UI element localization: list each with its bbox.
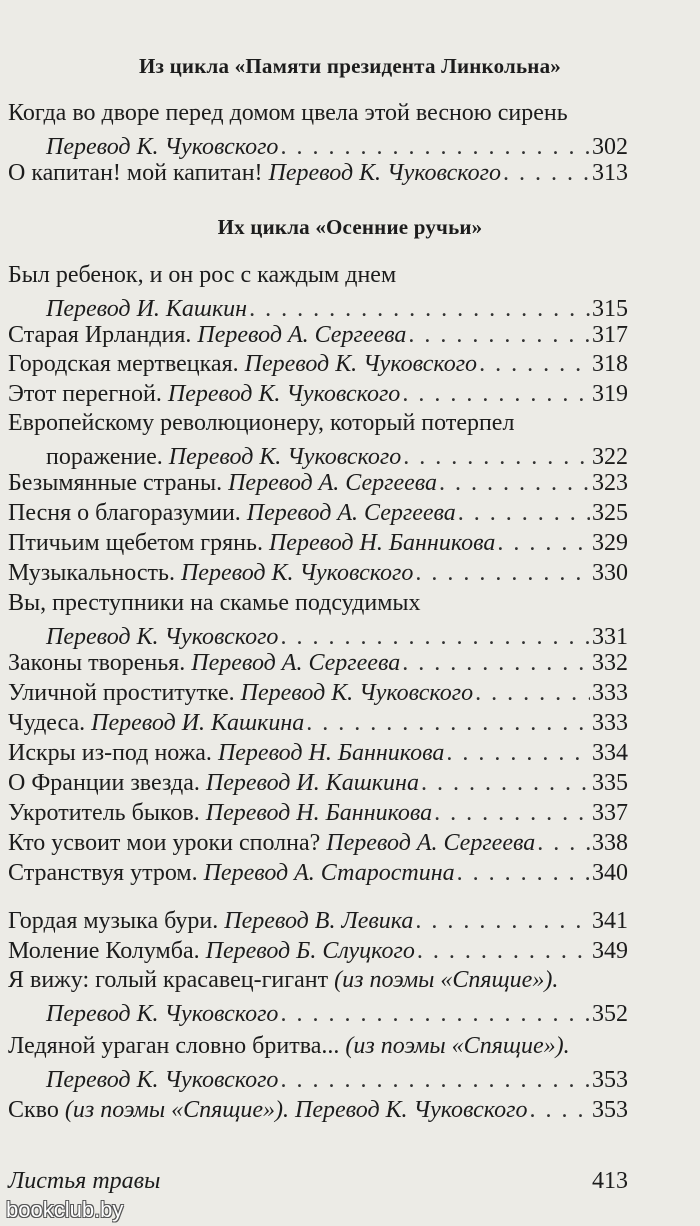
toc-entry xyxy=(8,406,628,474)
entry-page: 341 xyxy=(592,908,628,934)
entry-page: 319 xyxy=(592,381,628,407)
entry-title: Укротитель быков. xyxy=(8,800,200,826)
entry-title: Песня о благоразумии. xyxy=(8,500,241,526)
entry-title: Безымянные страны. xyxy=(8,470,223,496)
entry-translator: Перевод В. Левика xyxy=(224,908,414,934)
toc-entry xyxy=(8,796,628,830)
leader-dots xyxy=(479,347,590,381)
entry-page: 317 xyxy=(592,322,628,348)
entry-title-continued: поражение. xyxy=(46,444,163,470)
entry-title: Скво xyxy=(8,1097,59,1123)
entry-translator: Перевод К. Чуковского xyxy=(244,351,478,377)
entry-translator: Перевод К. Чуковского xyxy=(46,1001,279,1027)
entry-translator: Перевод Н. Банникова xyxy=(268,530,496,556)
toc-entry xyxy=(8,496,628,530)
toc-entry xyxy=(8,676,628,710)
entry-translator: Перевод И. Кашкина xyxy=(91,710,305,736)
leader-dots xyxy=(458,496,590,530)
entry-page: 330 xyxy=(592,560,628,586)
entry-translator: Перевод А. Сергеева xyxy=(246,500,456,526)
entry-title: Странствуя утром. xyxy=(8,860,198,886)
entry-translator: Перевод К. Чуковского xyxy=(268,160,501,186)
entry-translator: Перевод К. Чуковского xyxy=(240,680,474,706)
leader-dots xyxy=(402,646,590,680)
leader-dots xyxy=(446,736,590,770)
toc-entry xyxy=(8,1093,628,1127)
leader-dots xyxy=(497,526,590,560)
entry-page: 313 xyxy=(592,160,628,186)
toc-entry xyxy=(8,466,628,500)
entry-page: 318 xyxy=(592,351,628,377)
entry-page: 322 xyxy=(592,444,628,470)
entry-page: 332 xyxy=(592,650,628,676)
running-footer-title: Листья травы xyxy=(8,1168,161,1194)
section-heading: Их цикла «Осенние ручьи» xyxy=(217,215,483,239)
toc-entry xyxy=(8,826,628,860)
toc-entry xyxy=(8,156,628,190)
leader-dots xyxy=(503,156,590,190)
entry-page: 334 xyxy=(592,740,628,766)
entry-translator: Перевод Н. Банникова xyxy=(205,800,433,826)
entry-translator: Перевод К. Чуковского xyxy=(168,444,402,470)
entry-title: Птичьим щебетом грянь. xyxy=(8,530,263,556)
entry-page: 335 xyxy=(592,770,628,796)
toc-entry xyxy=(8,96,628,164)
leader-dots xyxy=(280,997,590,1031)
leader-dots xyxy=(421,766,590,800)
entry-page: 323 xyxy=(592,470,628,496)
entry-title: Был ребенок, и он рос с каждым днем xyxy=(8,262,397,288)
entry-title: Городская мертвецкая. xyxy=(8,351,239,377)
toc-entry xyxy=(8,856,628,890)
entry-translator: Перевод А. Сергеева xyxy=(326,830,536,856)
section-heading: Из цикла «Памяти президента Линкольна» xyxy=(138,54,561,78)
entry-page: 338 xyxy=(592,830,628,856)
entry-page: 325 xyxy=(592,500,628,526)
entry-page: 302 xyxy=(592,134,628,160)
entry-title: Моление Колумба. xyxy=(8,938,200,964)
toc-entry xyxy=(8,766,628,800)
entry-title: Законы творенья. xyxy=(8,650,186,676)
toc-entry xyxy=(8,586,628,654)
toc-entry xyxy=(8,736,628,770)
entry-title: Уличной проститутке. xyxy=(8,680,235,706)
entry-note: (из поэмы «Спящие»). xyxy=(334,967,559,993)
entry-title: Вы, преступники на скамье подсудимых xyxy=(8,590,421,616)
entry-translator: Перевод К. Чуковского xyxy=(180,560,414,586)
entry-title: О Франции звезда. xyxy=(8,770,200,796)
entry-translator: Перевод К. Чуковского xyxy=(46,1067,279,1093)
page-number: 413 xyxy=(592,1168,628,1194)
entry-title: Когда во дворе перед домом цвела этой весною сирень xyxy=(8,100,568,126)
entry-page: 337 xyxy=(592,800,628,826)
toc-entry xyxy=(8,1029,628,1097)
entry-page: 353 xyxy=(592,1067,628,1093)
leader-dots xyxy=(475,676,590,710)
entry-title: Кто усвоит мои уроки сполна? xyxy=(8,830,321,856)
leader-dots xyxy=(537,826,590,860)
toc-entry xyxy=(8,556,628,590)
entry-translator: Перевод И. Кашкин xyxy=(46,296,248,322)
leader-dots xyxy=(306,706,590,740)
leader-dots xyxy=(439,466,590,500)
toc-entry xyxy=(8,258,628,326)
entry-note: (из поэмы «Спящие»). xyxy=(345,1033,570,1059)
entry-note: (из поэмы «Спящие»). xyxy=(64,1097,290,1123)
leader-dots xyxy=(457,856,590,890)
entry-title: О капитан! мой капитан! xyxy=(8,160,263,186)
entry-translator: Перевод А. Сергеева xyxy=(197,322,407,348)
entry-page: 352 xyxy=(592,1001,628,1027)
entry-title: Я вижу: голый красавец-гигант xyxy=(8,967,329,993)
entry-translator: Перевод А. Старостина xyxy=(203,860,455,886)
toc-entry xyxy=(8,526,628,560)
entry-page: 353 xyxy=(592,1097,628,1123)
toc-entry xyxy=(8,347,628,381)
entry-title: Старая Ирландия. xyxy=(8,322,192,348)
entry-translator: Перевод А. Сергеева xyxy=(228,470,438,496)
leader-dots xyxy=(434,796,590,830)
toc-entry xyxy=(8,706,628,740)
entry-page: 333 xyxy=(592,680,628,706)
entry-page: 329 xyxy=(592,530,628,556)
toc-entry xyxy=(8,963,628,1031)
leader-dots xyxy=(415,556,590,590)
entry-title: Ледяной ураган словно бритва... xyxy=(8,1033,340,1059)
page-footer xyxy=(8,1168,628,1195)
entry-title: Этот перегной. xyxy=(8,381,162,407)
entry-page: 315 xyxy=(592,296,628,322)
entry-title: Европейскому революционеру, который потерпел xyxy=(8,410,515,436)
entry-page: 331 xyxy=(592,624,628,650)
entry-title: Музыкальность. xyxy=(8,560,175,586)
toc-entry xyxy=(8,904,628,938)
entry-translator: Перевод К. Чуковского xyxy=(46,134,279,160)
toc-entry xyxy=(8,646,628,680)
entry-translator: Перевод К. Чуковского xyxy=(167,381,401,407)
entry-translator: Перевод Н. Банникова xyxy=(217,740,445,766)
leader-dots xyxy=(529,1093,590,1127)
entry-page: 349 xyxy=(592,938,628,964)
entry-page: 340 xyxy=(592,860,628,886)
entry-title: Гордая музыка бури. xyxy=(8,908,219,934)
entry-title: Искры из-под ножа. xyxy=(8,740,212,766)
entry-translator: Перевод К. Чуковского xyxy=(46,624,279,650)
entry-translator: Перевод К. Чуковского xyxy=(295,1097,528,1123)
watermark: bookclub.by xyxy=(6,1197,124,1222)
entry-page: 333 xyxy=(592,710,628,736)
leader-dots xyxy=(280,1063,590,1097)
leader-dots xyxy=(415,904,590,938)
entry-translator: Перевод И. Кашкина xyxy=(205,770,419,796)
entry-title: Чудеса. xyxy=(8,710,86,736)
entry-translator: Перевод Б. Слуцкого xyxy=(205,938,415,964)
entry-translator: Перевод А. Сергеева xyxy=(191,650,401,676)
